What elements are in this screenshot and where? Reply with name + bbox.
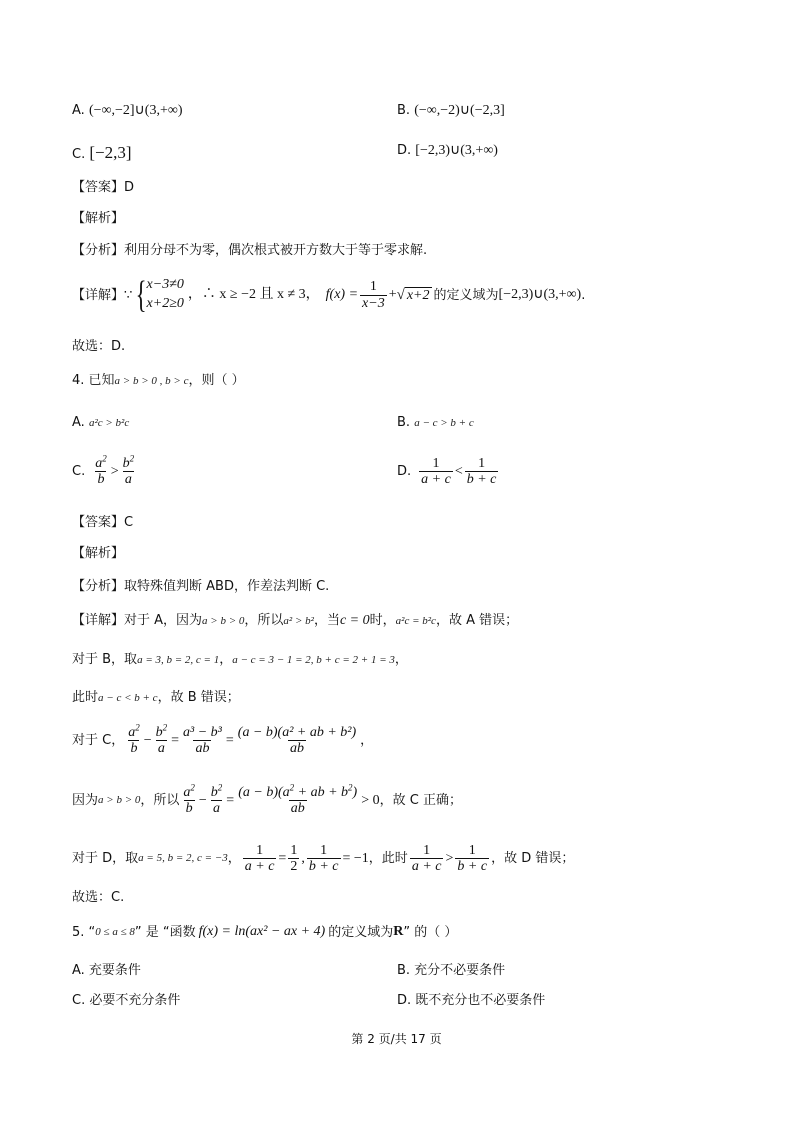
q3-method: 【分析】利用分母不为零，偶次根式被开方数大于等于零求解. bbox=[72, 243, 428, 258]
q3-option-b: B. (−∞,−2)∪(−2,3] bbox=[397, 103, 505, 118]
q4-detail-a: 【详解】对于 A，因为a > b > 0，所以a² > b²，当c = 0时，a²c = b²c，故 A 错误； bbox=[72, 613, 519, 628]
q4-answer: 【答案】C bbox=[72, 515, 134, 530]
q5-option-d: D. 既不充分也不必要条件 bbox=[397, 993, 546, 1008]
sqrt-symbol: √ x+2 bbox=[396, 286, 430, 303]
q3-choose: 故选：D. bbox=[72, 339, 126, 354]
q5-option-b: B. 充分不必要条件 bbox=[397, 963, 506, 978]
q4-detail-b2: 此时a − c < b + c，故 B 错误； bbox=[72, 690, 240, 705]
q3-option-b-expr: (−∞,−2)∪(−2,3] bbox=[414, 103, 505, 118]
q5-option-c: C. 必要不充分条件 bbox=[72, 993, 181, 1008]
q4-option-b: B. a − c > b + c bbox=[397, 415, 474, 430]
q5-stem: 5. “ 0 ≤ a ≤ 8 ” 是 “函数 f(x) = ln(ax² − ax + 4) 的定义域为 R ” 的（ ） bbox=[72, 924, 458, 940]
q5-option-a: A. 充要条件 bbox=[72, 963, 141, 978]
q3-detail: 【详解】∵ { x−3≠0 x+2≥0 ，∴ x ≥ −2 且 x ≠ 3， f(x) = $\frac{1}{x-3}$ + √ x+2 的定义域为 [−2,3)∪(3,+∞) . bbox=[72, 274, 586, 316]
brace-symbol: { bbox=[135, 274, 147, 316]
q3-system: x−3≠0 x+2≥0 bbox=[146, 277, 184, 311]
q3-answer: 【答案】D bbox=[72, 180, 135, 195]
q4-analysis-head: 【解析】 bbox=[72, 546, 125, 561]
page-footer: 第 2 页/共 17 页 bbox=[351, 1032, 442, 1046]
q4-choose: 故选：C. bbox=[72, 890, 125, 905]
q4-detail-d: 对于 D，取 a = 5, b = 2, c = −3 ， $\frac{1}{a + c}$ = $\frac{1}{2}$ , $\frac{1}{b + c}$ = −1 ，此时 $\frac{1}{a + c}$ > $\frac{1}{b + c}$ ，故 D 错误； bbox=[72, 843, 575, 875]
q3-analysis-head: 【解析】 bbox=[72, 211, 125, 226]
q4-option-a: A. a²c > b²c bbox=[72, 415, 130, 430]
q3-option-d: D. [−2,3)∪(3,+∞) bbox=[397, 143, 498, 158]
q4-method: 【分析】取特殊值判断 ABD，作差法判断 C. bbox=[72, 579, 330, 594]
q3-option-c-expr: [−2,3] bbox=[89, 143, 132, 162]
q4-detail-c: 对于 C， $\frac{a^2}{b}$ − $\frac{b^2}{a}$ = $\frac{\text{a³ − b³}}{ab}$ = $\frac{\text{(a − b)(a² + ab + b²)}}{ab}$ ， bbox=[72, 722, 374, 757]
q4-stem: 4. 已知a > b > 0 , b > c，则（ ） bbox=[72, 373, 245, 388]
q3-option-a-expr: (−∞,−2]∪(3,+∞) bbox=[88, 103, 183, 118]
q3-fraction: $\frac{1}{x-3}$ bbox=[362, 279, 385, 311]
q4-option-d: D. $\frac{1}{a + c}$ < $\frac{1}{b + c}$ bbox=[397, 456, 497, 488]
q4-detail-c2: 因为 a > b > 0 ，所以 $\frac{a^2}{b}$ − $\frac{b^2}{a}$ = $\frac{(a - b)(a^2 + ab + b^2)}{ab}$ > 0 ，故 C 正确； bbox=[72, 782, 462, 817]
q3-option-a: A. (−∞,−2]∪(3,+∞) bbox=[72, 103, 183, 118]
q3-option-c: C. [−2,3] bbox=[72, 143, 132, 162]
q4-detail-b: 对于 B，取a = 3, b = 2, c = 1，a − c = 3 − 1 = 2, b + c = 2 + 1 = 3， bbox=[72, 652, 408, 667]
q3-option-d-expr: [−2,3)∪(3,+∞) bbox=[415, 143, 498, 158]
q4-option-c: C. $\frac{a^2}{b}$ > $\frac{b^2}{a}$ bbox=[72, 453, 135, 488]
q3-domain-expr: [−2,3)∪(3,+∞) bbox=[498, 287, 582, 302]
